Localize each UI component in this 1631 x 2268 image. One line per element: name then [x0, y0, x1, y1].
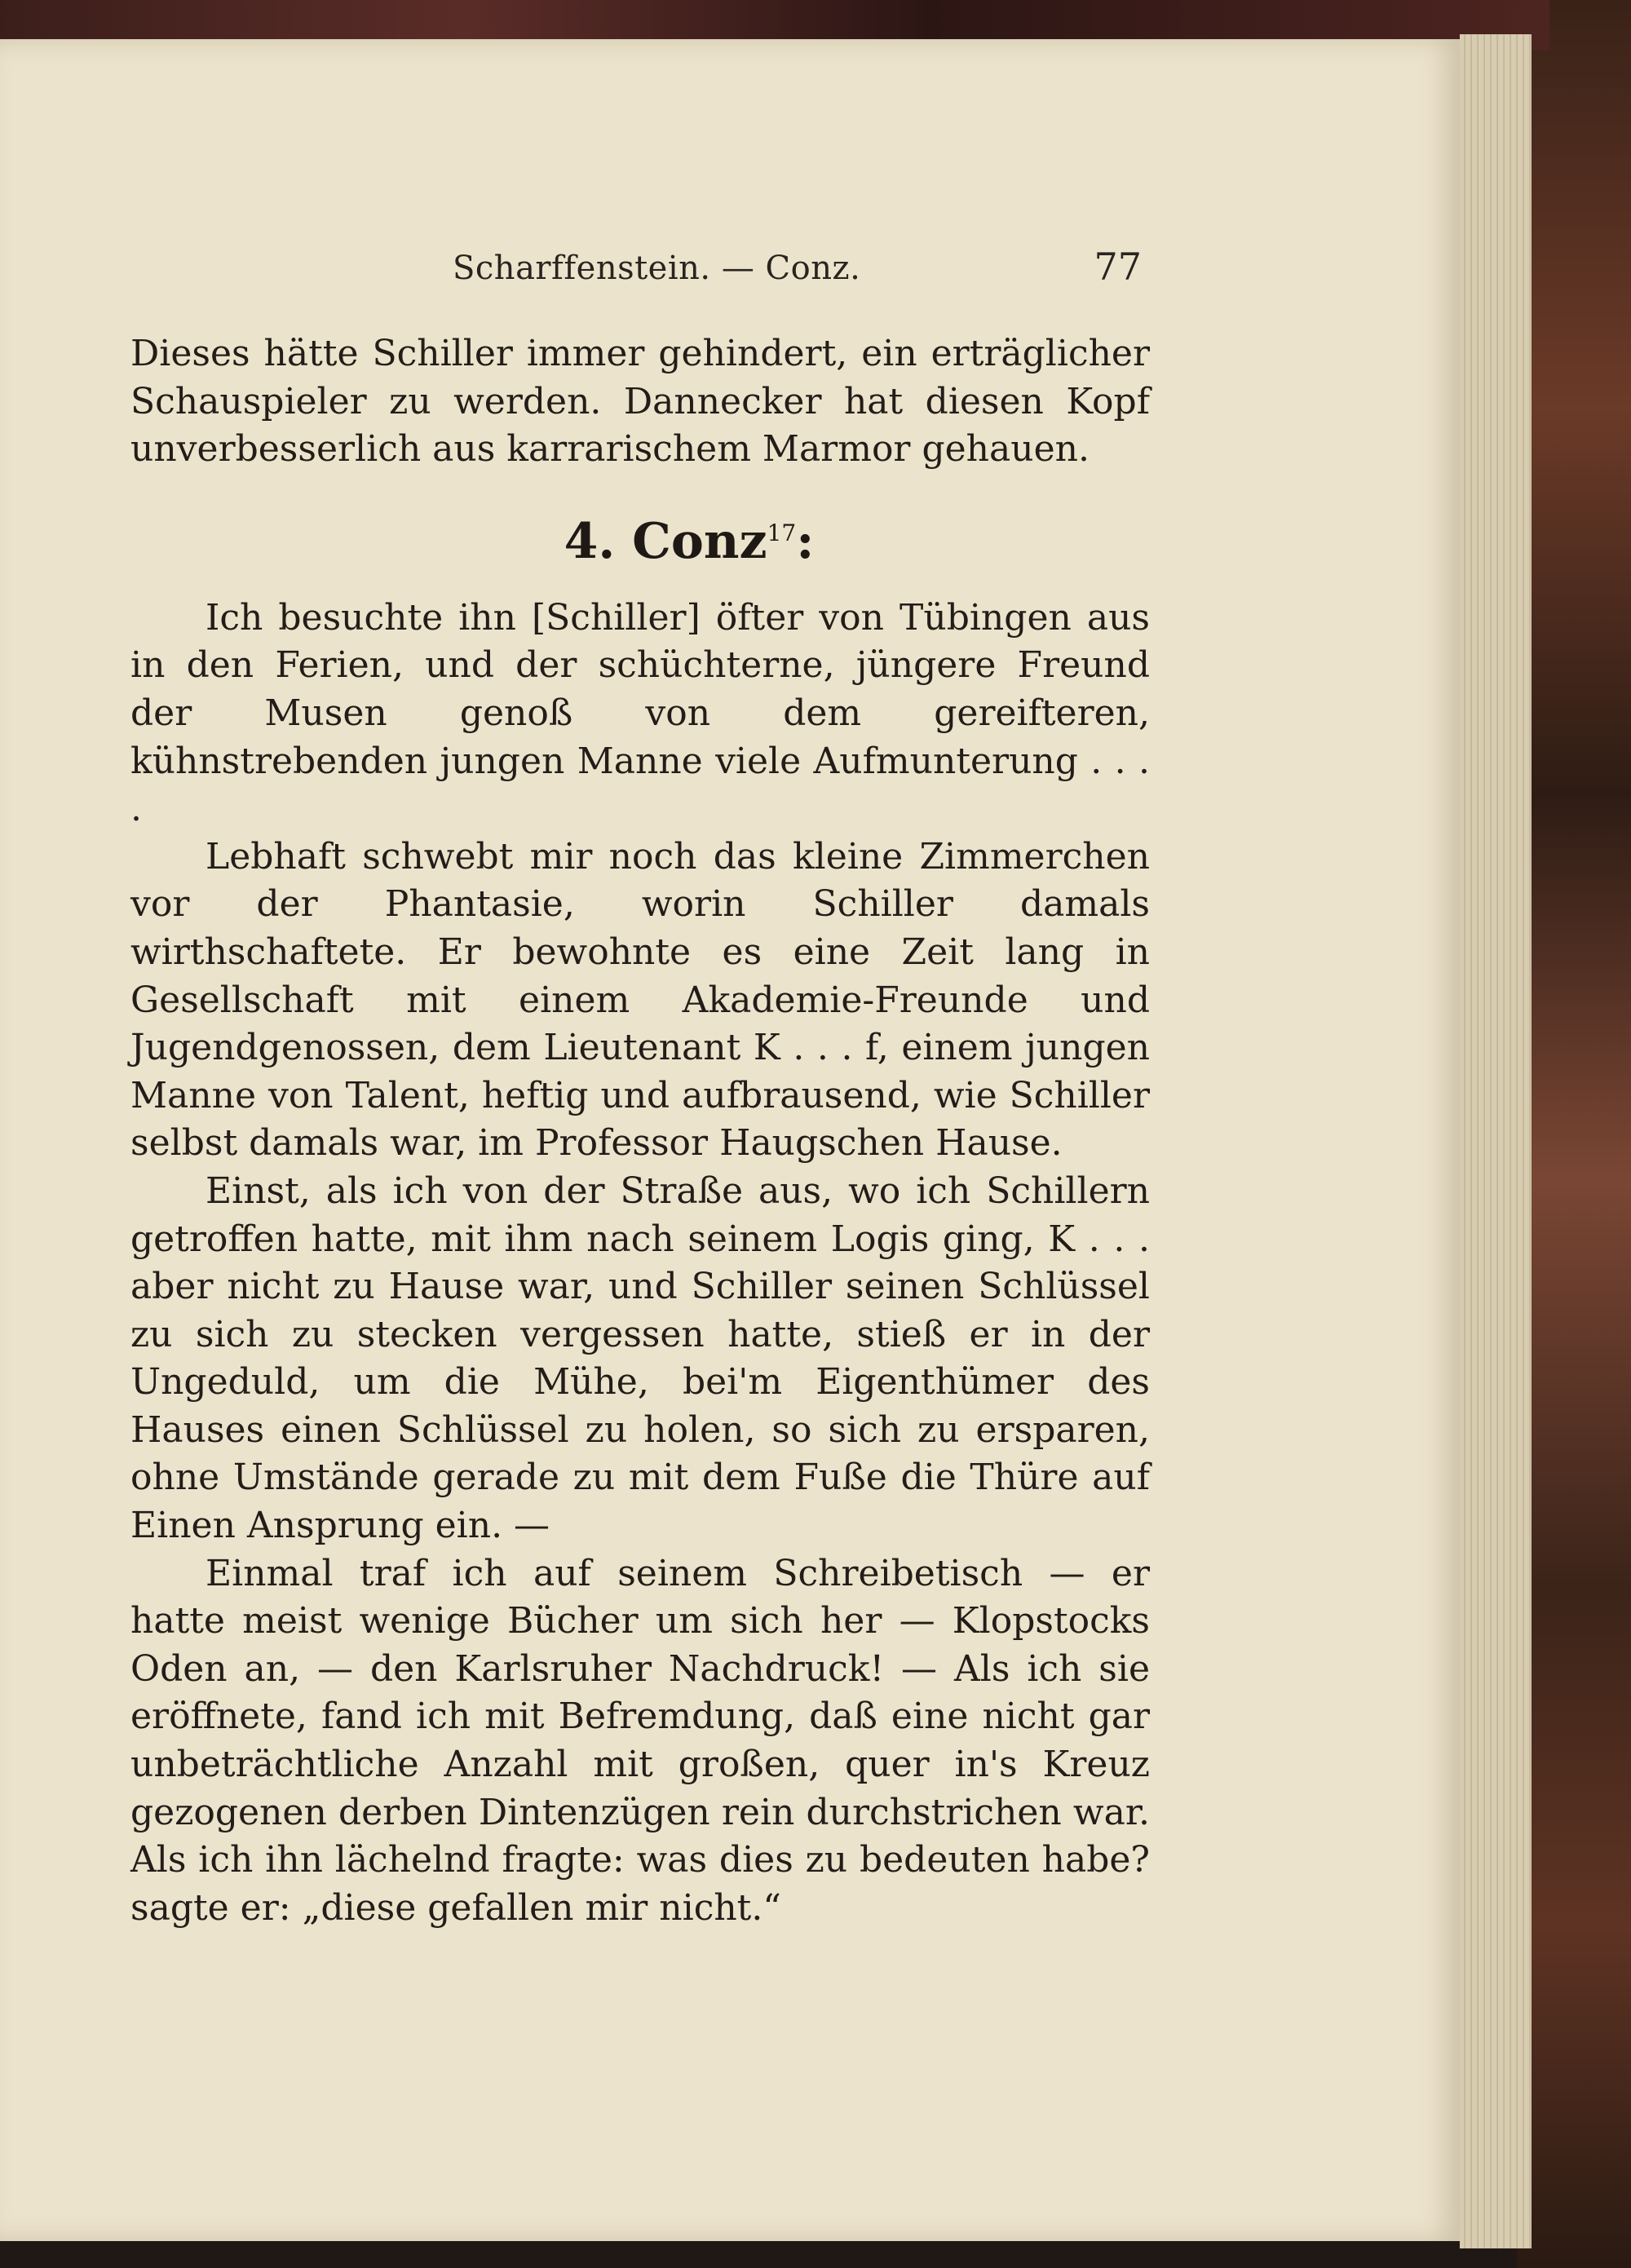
section-number: 4.	[564, 512, 616, 570]
running-head	[130, 245, 1142, 302]
section-heading	[130, 513, 1150, 570]
section-name: Conz	[632, 512, 767, 570]
paragraph-room: Lebhaft schwebt mir noch das kleine Zimmerchen vor der Phantasie, worin Schiller damals wirthschaftete. Er bewohnte es eine Zeit lang in Gesellschaft mit einem Akademie-Freunde und Jugendgenossen, dem Lieutenant K . . . f, einem jungen Manne von Talent, heftig und aufbrausend, wie Schiller selbst damals war, im Professor Haugschen Hause.	[130, 835, 1150, 1165]
paragraph-visits: Ich besuchte ihn [Schiller] öfter von Tübingen aus in den Ferien, und der schüchterne, jüngere Freund der Musen genoß von dem gereifteren, kühnstrebenden jungen Manne viele Aufmunterung . . . .	[130, 596, 1150, 830]
section-colon: :	[796, 512, 815, 570]
paragraph-klopstock: Einmal traf ich auf seinem Schreibetisch — er hatte meist wenige Bücher um sich her — Klopstocks Oden an, — den Karlsruher Nachdruck! — Als ich sie eröffnete, fand ich mit Befremdung, daß eine nicht gar unbeträchtliche Anzahl mit großen, quer in's Kreuz gezogenen derben Dintenzügen rein durchstrichen war. Als ich ihn lächelnd fragte: was dies zu bedeuten habe? sagte er: „diese gefallen mir nicht.“	[130, 1552, 1150, 1929]
marbled-book-edge	[1517, 0, 1631, 2268]
intro-paragraph: Dieses hätte Schiller immer gehindert, ein erträglicher Schauspieler zu werden. Dannecker hat diesen Kopf unverbesserlich aus karrarischem Marmor gehauen.	[130, 333, 1150, 471]
running-head-title: Scharffenstein. — Conz.	[453, 250, 861, 287]
page-stack-edge	[1460, 34, 1532, 2248]
footnote-reference: 17	[767, 519, 797, 546]
page-number: 77	[1094, 245, 1142, 289]
paragraph-door: Einst, als ich von der Straße aus, wo ich Schillern getroffen hatte, mit ihm nach seinem Logis ging, K . . . aber nicht zu Hause war, und Schiller seinen Schlüssel zu sich zu stecken vergessen hatte, stieß er in der Ungeduld, um die Mühe, bei'm Eigenthümer des Hauses einen Schlüssel zu holen, so sich zu ersparen, ohne Umstände gerade zu mit dem Fuße die Thüre auf Einen Ansprung ein. —	[130, 1169, 1150, 1547]
page-text	[130, 330, 1150, 1932]
